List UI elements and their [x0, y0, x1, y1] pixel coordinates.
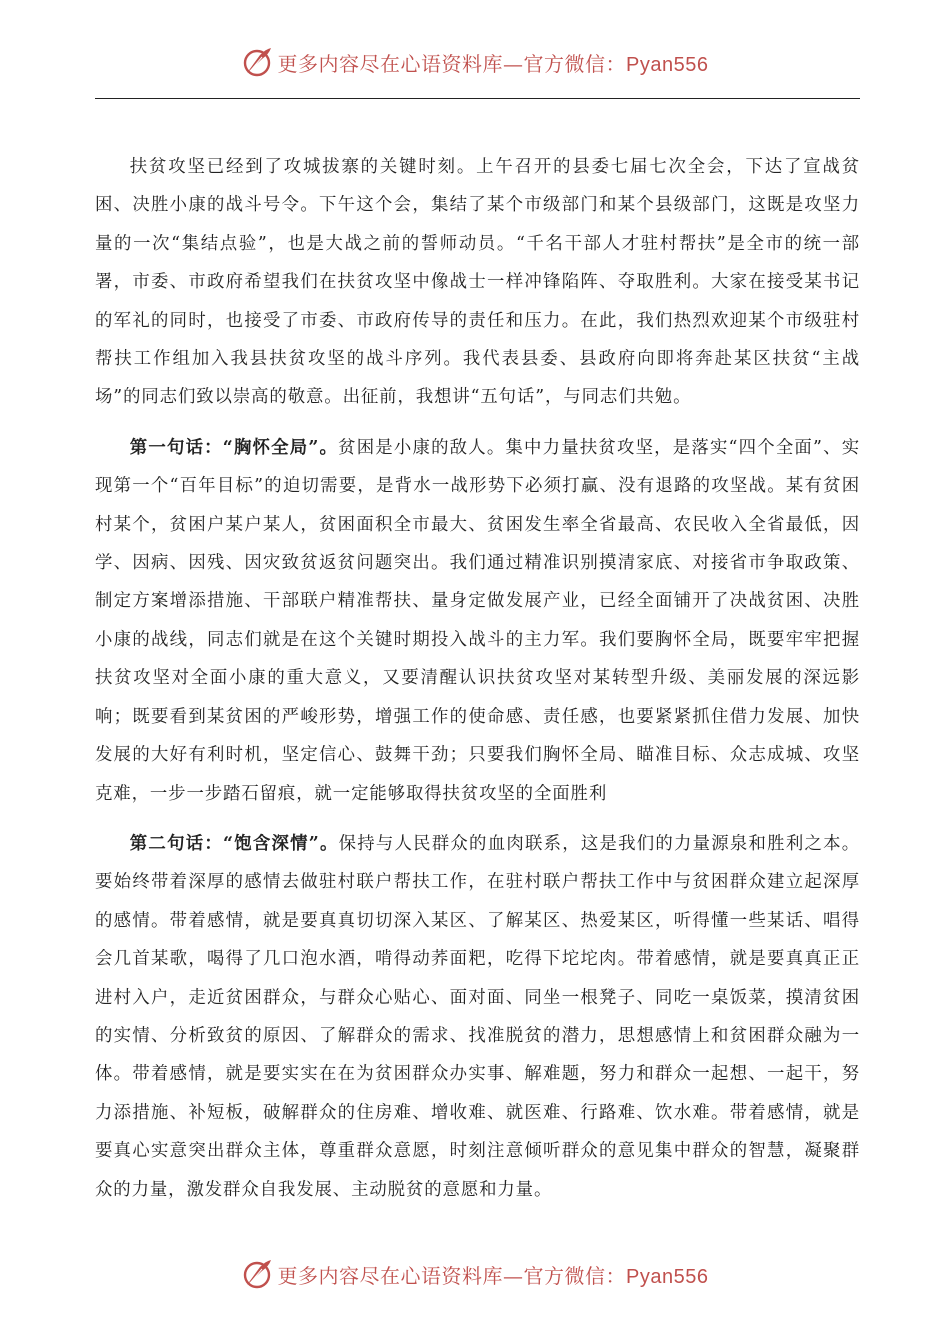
banner-separator: — — [503, 51, 524, 76]
paragraph-intro — [95, 148, 860, 417]
quill-logo-icon — [242, 46, 272, 78]
document-body — [95, 148, 860, 1209]
header-banner-text — [278, 48, 709, 77]
paragraph-text: 扶贫攻坚已经到了攻城拔寨的关键时刻。上午召开的县委七届七次全会，下达了宣战贫困、决胜小康的战斗号令。下午这个会，集结了某个市级部门和某个县级部门，这既是攻坚力量的一次“集结点验”，也是大战之前的誓师动员。“千名干部人才驻村帮扶”是全市的统一部署，市委、市政府希望我们在扶贫攻坚中像战士一样冲锋陷阵、夺取胜利。大家在接受某书记的军礼的同时，也接受了市委、市政府传导的责任和压力。在此，我们热烈欢迎某个市级驻村帮扶工作组加入我县扶贫攻坚的战斗序列。我代表县委、县政府向即将奔赴某区扶贫“主战场”的同志们致以崇高的敬意。出征前，我想讲“五句话”，与同志们共勉。 — [95, 157, 860, 408]
paragraph-heading: 第一句话：“胸怀全局”。 — [129, 437, 339, 458]
footer-banner-text — [278, 1260, 709, 1289]
header-banner — [0, 42, 950, 82]
header-divider — [95, 98, 860, 99]
banner-wechat-id: Pyan556 — [626, 53, 709, 76]
banner-label: 官方微信： — [523, 51, 627, 76]
banner-wechat-id: Pyan556 — [626, 1265, 709, 1288]
paragraph-point-two — [95, 825, 860, 1209]
footer-banner — [0, 1254, 950, 1294]
paragraph-point-one — [95, 429, 860, 813]
banner-main-text: 更多内容尽在心语资料库 — [277, 51, 504, 76]
paragraph-text: 保持与人民群众的血肉联系，这是我们的力量源泉和胜利之本。要始终带着深厚的感情去做驻村联户帮扶工作，在驻村联户帮扶工作中与贫困群众建立起深厚的感情。带着感情，就是要真真切切深入某区、了解某区、热爱某区，听得懂一些某话、唱得会几首某歌，喝得了几口泡水酒，啃得动荞面粑，吃得下坨坨肉。带着感情，就是要真真正正进村入户，走近贫困群众，与群众心贴心、面对面、同坐一根凳子、同吃一桌饭菜，摸清贫困的实情、分析致贫的原因、了解群众的需求、找准脱贫的潜力，思想感情上和贫困群众融为一体。带着感情，就是要实实在在为贫困群众办实事、解难题，努力和群众一起想、一起干，努力添措施、补短板，破解群众的住房难、增收难、就医难、行路难、饮水难。带着感情，就是要真心实意突出群众主体，尊重群众意愿，时刻注意倾听群众的意见集中群众的智慧，凝聚群众的力量，激发群众自我发展、主动脱贫的意愿和力量。 — [95, 833, 861, 1200]
paragraph-heading: 第二句话：“饱含深情”。 — [129, 833, 339, 854]
quill-logo-icon — [242, 1258, 272, 1290]
banner-separator: — — [503, 1263, 524, 1288]
banner-label: 官方微信： — [523, 1263, 627, 1288]
paragraph-text: 贫困是小康的敌人。集中力量扶贫攻坚，是落实“四个全面”、实现第一个“百年目标”的迫切需要，是背水一战形势下必须打赢、没有退路的攻坚战。某有贫困村某个，贫困户某户某人，贫困面积全市最大、贫困发生率全省最高、农民收入全省最低，因学、因病、因残、因灾致贫返贫问题突出。我们通过精准识别摸清家底、对接省市争取政策、制定方案增添措施、干部联户精准帮扶、量身定做发展产业，已经全面铺开了决战贫困、决胜小康的战线，同志们就是在这个关键时期投入战斗的主力军。我们要胸怀全局，既要牢牢把握扶贫攻坚对全面小康的重大意义，又要清醒认识扶贫攻坚对某转型升级、美丽发展的深远影响；既要看到某贫困的严峻形势，增强工作的使命感、责任感，也要紧紧抓住借力发展、加快发展的大好有利时机，坚定信心、鼓舞干劲；只要我们胸怀全局、瞄准目标、众志成城、攻坚克难，一步一步踏石留痕，就一定能够取得扶贫攻坚的全面胜利 — [95, 437, 860, 804]
banner-main-text: 更多内容尽在心语资料库 — [277, 1263, 504, 1288]
